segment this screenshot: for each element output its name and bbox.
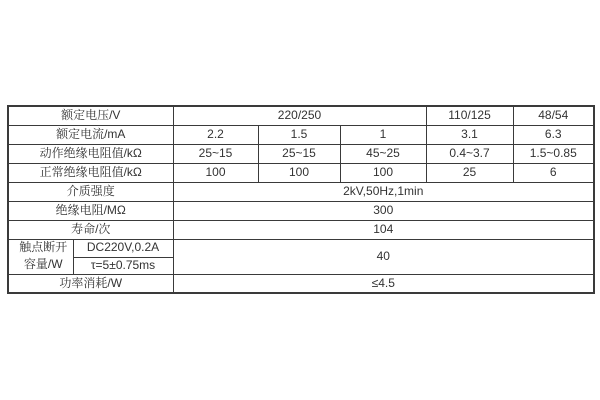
cell-contact-break-time-constant: τ=5±0.75ms [73, 257, 173, 274]
table-row-normal-insulation-resistance [8, 163, 594, 182]
contact-break-label-line2: 容量/W [23, 257, 63, 272]
table-cell: 25~15 [173, 144, 258, 163]
row-label-contact-break-capacity [8, 239, 73, 274]
cell-dielectric-strength-value: 2kV,50Hz,1min [173, 182, 594, 201]
table-cell: 45~25 [340, 144, 426, 163]
table-cell: 1.5 [258, 125, 340, 144]
table-cell: 6 [513, 163, 594, 182]
table-row-insulation-resistance [8, 201, 594, 220]
cell-contact-break-condition: DC220V,0.2A [73, 239, 173, 257]
cell-voltage-220-250: 220/250 [173, 106, 426, 125]
table-row-power-consumption [8, 274, 594, 293]
table-cell: 100 [340, 163, 426, 182]
table-row-lifetime [8, 220, 594, 239]
cell-power-consumption-value: ≤4.5 [173, 274, 594, 293]
spec-table [7, 105, 595, 294]
table-row-contact-break-capacity [8, 239, 594, 257]
table-cell: 2.2 [173, 125, 258, 144]
row-label-power-consumption: 功率消耗/W [8, 274, 173, 293]
row-label-dielectric-strength: 介质强度 [8, 182, 173, 201]
cell-voltage-48-54: 48/54 [513, 106, 594, 125]
cell-lifetime-value: 104 [173, 220, 594, 239]
row-label-rated-voltage: 额定电压/V [8, 106, 173, 125]
table-row-action-insulation-resistance [8, 144, 594, 163]
table-cell: 1 [340, 125, 426, 144]
row-label-rated-current: 额定电流/mA [8, 125, 173, 144]
table-cell: 1.5~0.85 [513, 144, 594, 163]
cell-contact-break-value: 40 [173, 239, 594, 274]
contact-break-label-line1: 触点断开 [19, 240, 68, 255]
table-cell: 25 [426, 163, 513, 182]
table-row-rated-voltage [8, 106, 594, 125]
row-label-insulation-resistance: 绝缘电阻/MΩ [8, 201, 173, 220]
cell-insulation-resistance-value: 300 [173, 201, 594, 220]
table-cell: 100 [173, 163, 258, 182]
table-cell: 3.1 [426, 125, 513, 144]
row-label-lifetime: 寿命/次 [8, 220, 173, 239]
cell-voltage-110-125: 110/125 [426, 106, 513, 125]
table-row-rated-current [8, 125, 594, 144]
table-cell: 0.4~3.7 [426, 144, 513, 163]
row-label-normal-insulation-resistance: 正常绝缘电阻值/kΩ [8, 163, 173, 182]
table-cell: 100 [258, 163, 340, 182]
table-row-dielectric-strength [8, 182, 594, 201]
table-cell: 25~15 [258, 144, 340, 163]
table-cell: 6.3 [513, 125, 594, 144]
row-label-action-insulation-resistance: 动作绝缘电阻值/kΩ [8, 144, 173, 163]
